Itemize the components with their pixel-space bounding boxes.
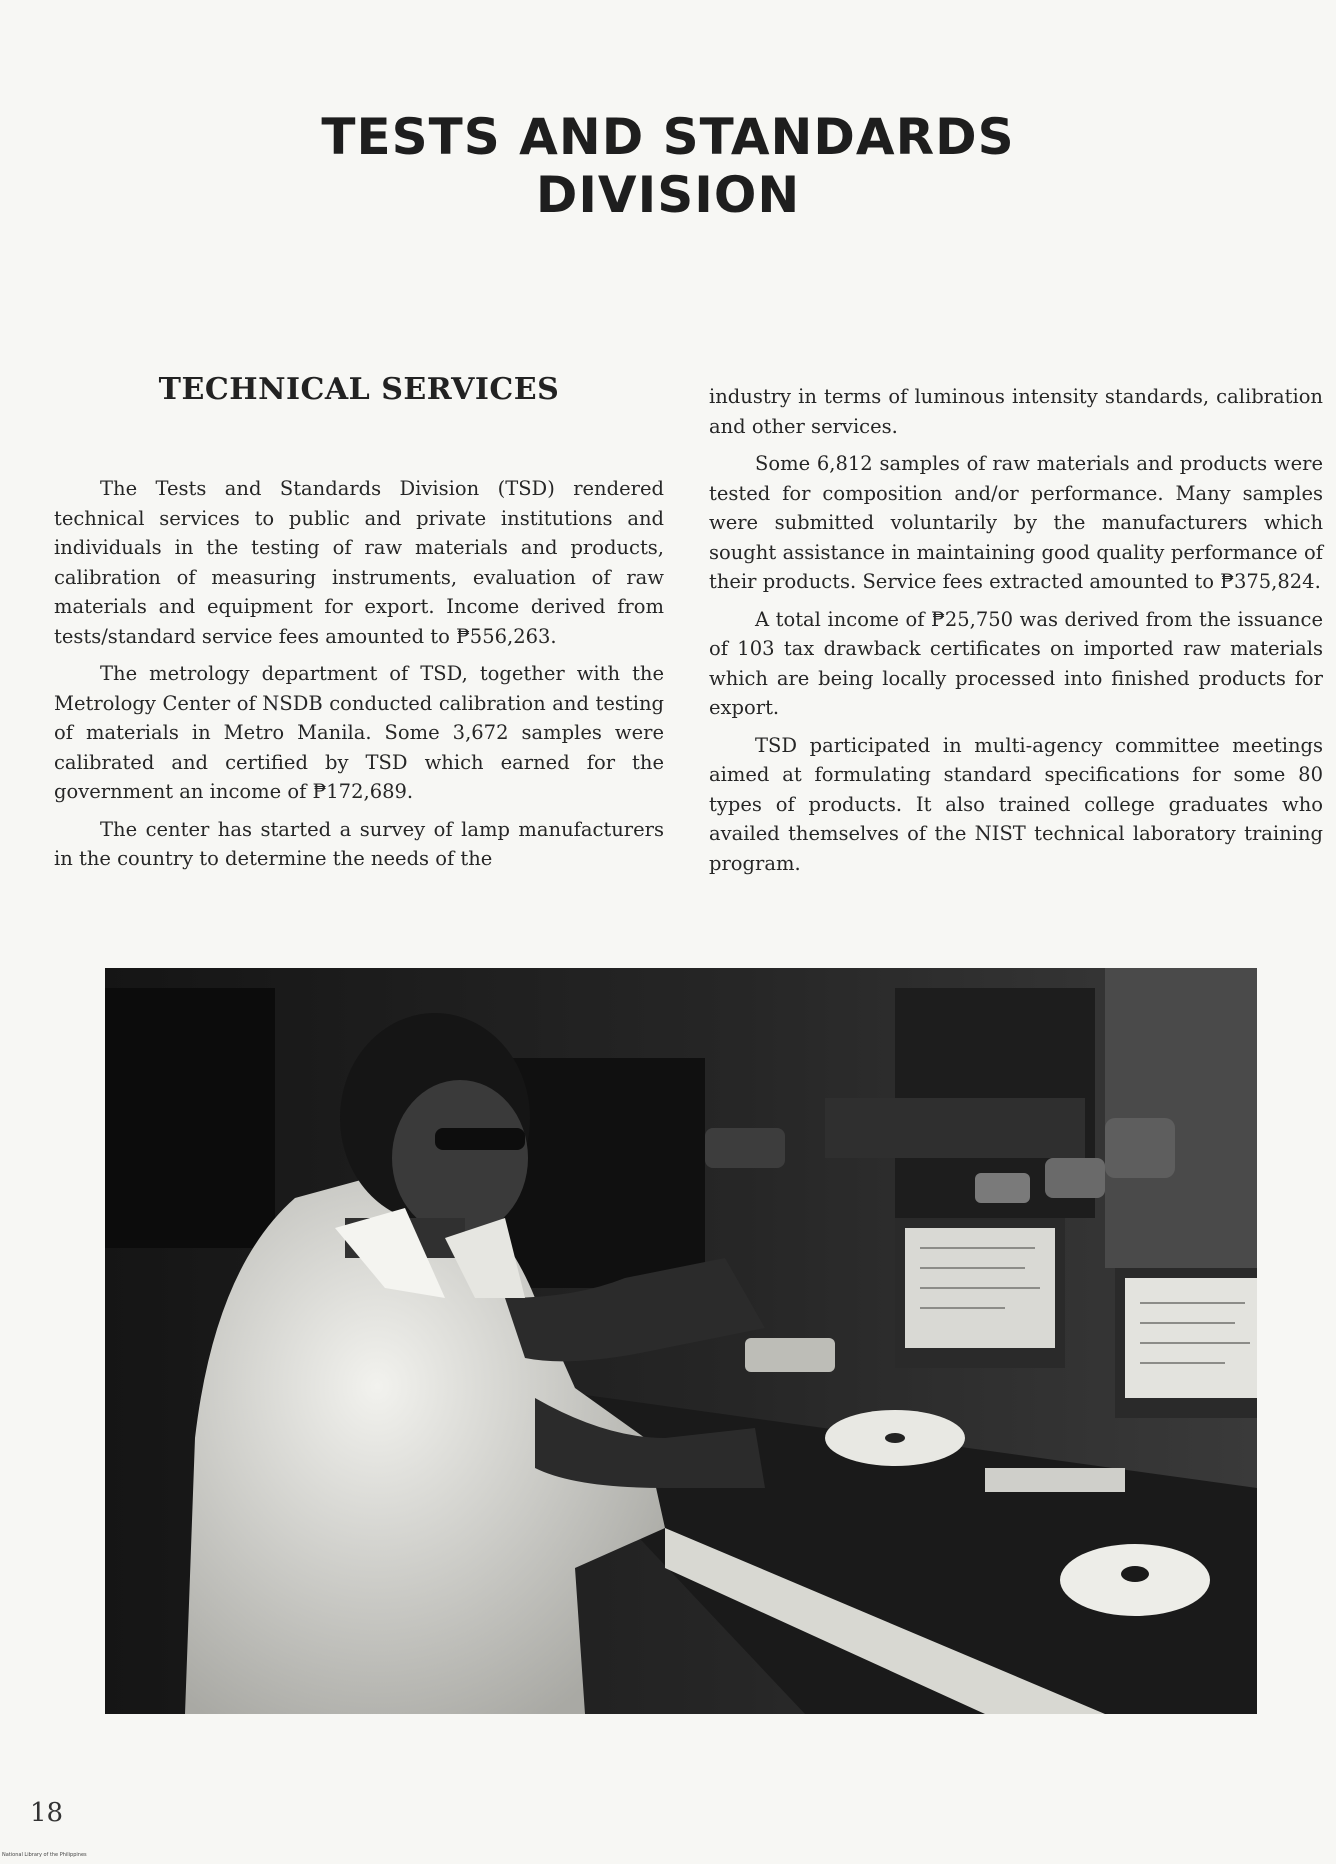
paragraph: The Tests and Standards Division (TSD) rendered technical services to public and private institutions and individuals in the testing of raw materials and products, calibration of measuring instruments, evaluation of raw materials and equipment for export. Income derived from tests/standard service fees amounted to ₱556,263. — [54, 477, 664, 648]
page-title — [0, 108, 1336, 224]
paragraph-continuation: industry in terms of luminous intensity standards, calibration and other services. — [709, 385, 1323, 438]
page-number: 18 — [30, 1798, 64, 1828]
paragraph: The center has started a survey of lamp manufacturers in the country to determine the needs of the — [54, 817, 664, 870]
paragraph: The metrology department of TSD, together with the Metrology Center of NSDB conducted calibration and testing of materials in Metro Manila. Some 3,672 samples were calibrated and certified by TSD which earned for the government an income of ₱172,689. — [54, 662, 664, 803]
left-text-column — [54, 474, 664, 882]
paragraph: A total income of ₱25,750 was derived from the issuance of 103 tax drawback certificates on imported raw materials which are being locally processed into finished products for export. — [709, 607, 1323, 719]
paragraph: Some 6,812 samples of raw materials and products were tested for composition and/or performance. Many samples were submitted voluntarily by the manufacturers which sought assistance in maintaining good quality performance of their products. Service fees extracted amounted to ₱375,824. — [709, 452, 1323, 593]
paragraph: TSD participated in multi-agency committee meetings aimed at formulating standard specifications for some 80 types of products. It also trained college graduates who availed themselves of the NIST technical laboratory training program. — [709, 733, 1323, 875]
laboratory-photo — [105, 968, 1257, 1714]
page-title-line-1: TESTS AND STANDARDS — [321, 108, 1015, 166]
section-heading: TECHNICAL SERVICES — [158, 372, 560, 407]
right-text-column — [709, 382, 1323, 886]
page-title-line-2: DIVISION — [535, 166, 801, 224]
footer-text: National Library of the Philippines — [2, 1852, 87, 1858]
laboratory-photo-illustration — [105, 968, 1257, 1714]
